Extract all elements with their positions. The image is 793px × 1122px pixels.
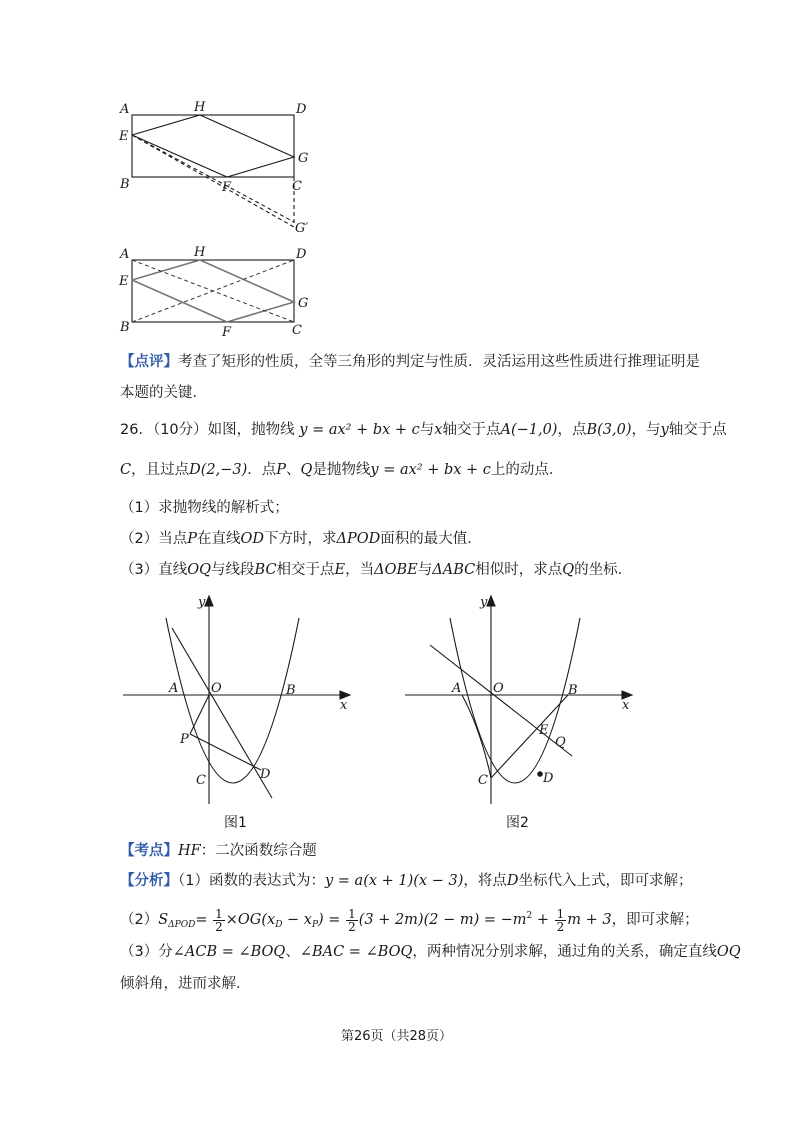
label-E: E: [119, 129, 129, 144]
label-A: A: [120, 102, 130, 117]
label-H: H: [194, 245, 206, 260]
review-line-2: 本题的关键．: [120, 385, 207, 401]
label-A: A: [452, 681, 462, 696]
label-H: H: [194, 100, 206, 115]
label-Q: Q: [555, 735, 566, 750]
label-B: B: [286, 683, 296, 698]
label-G: G: [298, 296, 309, 311]
label-O: O: [211, 681, 222, 696]
label-B: B: [120, 320, 130, 335]
problem-line-1: 26．（10分）如图，抛物线 y = ax² + bx + c与x轴交于点A(−1,0)，点B(3,0)，与y轴交于点: [120, 422, 727, 438]
label-E: E: [119, 274, 129, 289]
label-A: A: [120, 247, 130, 262]
label-D: D: [543, 771, 554, 786]
label-x: x: [340, 698, 348, 713]
kaodian-line: 【考点】HF：二次函数综合题: [120, 843, 317, 859]
label-D: D: [260, 767, 271, 782]
question-1: （1）求抛物线的解析式；: [120, 500, 289, 516]
label-O: O: [493, 681, 504, 696]
analysis-line-3: （3）分∠ACB = ∠BOQ、∠BAC = ∠BOQ，两种情况分别求解，通过角的关系，确定直线OQ: [120, 944, 741, 960]
fraction-half: $\frac{1}{2}$: [556, 906, 565, 934]
rectangle-figure-1: [112, 98, 327, 238]
analysis-line-2: $(2)S_{\Delta POD}=$ $\frac{1}{2}$ $\times OG(x_D - x_P)$ = $\frac{1}{2}$ $(3 + 2m)(2 - m) = -m^2$ + $\frac{1}{2}$ m + 3，即可求解；: [120, 906, 699, 934]
label-F: F: [222, 325, 232, 340]
label-D: D: [296, 102, 307, 117]
label-F: F: [222, 180, 232, 195]
review-line-1: 【点评】考查了矩形的性质，全等三角形的判定与性质．灵活运用这些性质进行推理证明是: [120, 354, 700, 370]
fraction-half: $\frac{1}{2}$: [215, 906, 223, 934]
label-A: A: [169, 681, 179, 696]
label-C: C: [292, 323, 302, 338]
page-footer: 第26页（共28页）: [340, 1029, 453, 1044]
label-G-prime: G′: [295, 221, 309, 236]
label-E: E: [539, 723, 549, 738]
caption-figure-2: 图2: [506, 815, 529, 831]
label-B: B: [120, 177, 130, 192]
analysis-line-1: 【分析】（1）函数的表达式为：y = a(x + 1)(x − 3)，将点D坐标代入上式，即可求解；: [120, 873, 693, 889]
parabola-graph-2: [400, 588, 640, 806]
caption-figure-1: 图1: [224, 815, 247, 831]
analysis-line-4: 倾斜角，进而求解．: [120, 976, 251, 992]
label-C: C: [196, 773, 206, 788]
label-B: B: [568, 683, 578, 698]
label-y: y: [480, 595, 488, 610]
label-C: C: [292, 179, 302, 194]
parabola-graph-1: [118, 588, 358, 806]
label-G: G: [298, 151, 309, 166]
label-P: P: [180, 732, 189, 747]
question-3: （3）直线OQ与线段BC相交于点E，当ΔOBE与ΔABC相似时，求点Q的坐标．: [120, 562, 633, 578]
label-C: C: [478, 773, 488, 788]
label-y: y: [198, 595, 206, 610]
label-x: x: [622, 698, 630, 713]
fraction-half: $\frac{1}{2}$: [348, 906, 356, 934]
problem-line-2: C，且过点D(2,−3)．点P、Q是抛物线y = ax² + bx + c上的动点．: [120, 462, 564, 478]
rectangle-figure-2: [112, 245, 327, 343]
label-D: D: [296, 247, 307, 262]
question-2: （2）当点P在直线OD下方时，求ΔPOD面积的最大值．: [120, 531, 482, 547]
review-tag: 【点评】: [120, 354, 178, 370]
